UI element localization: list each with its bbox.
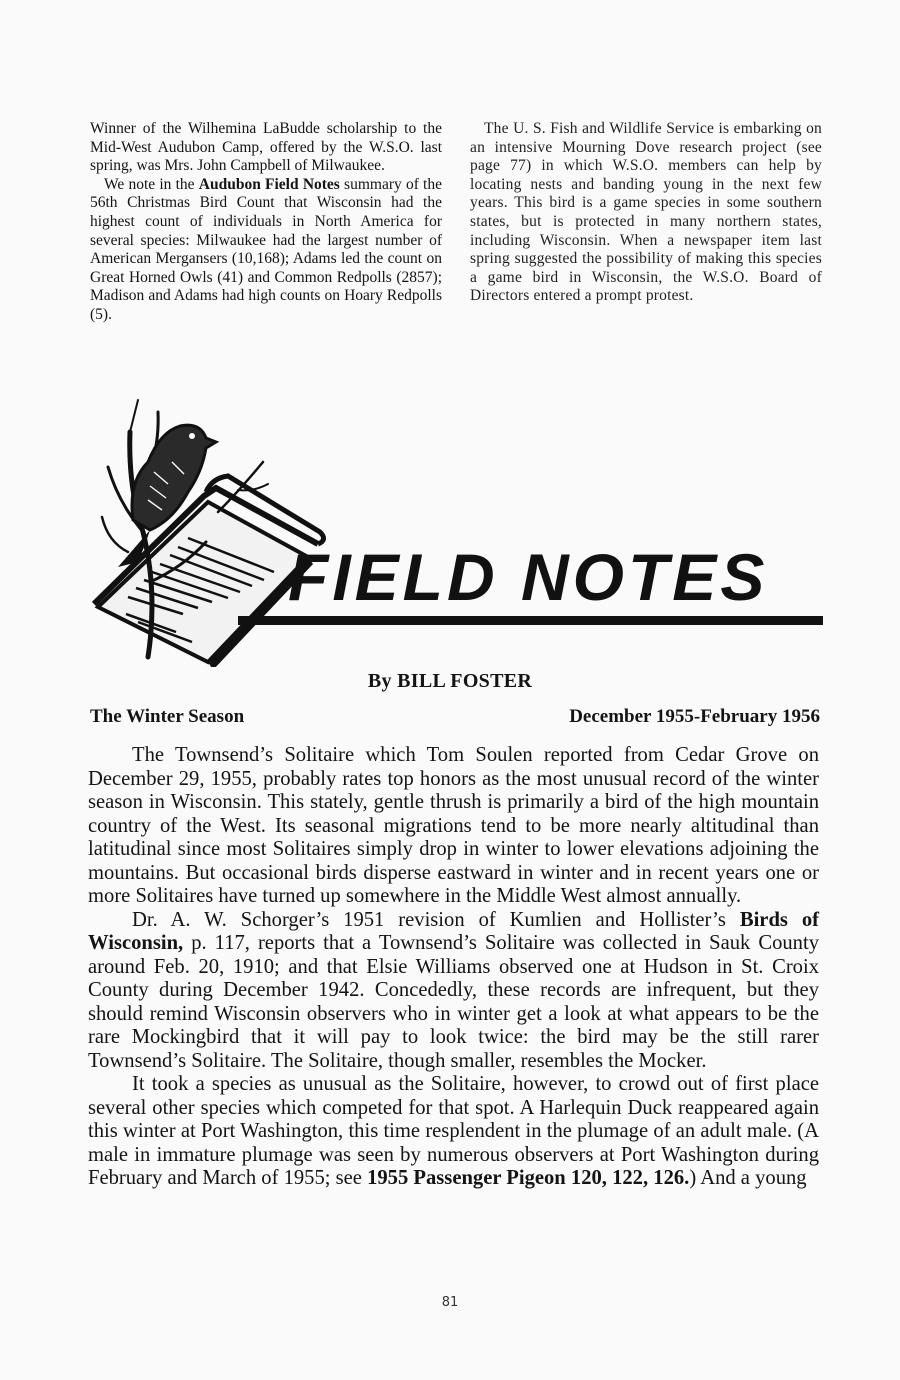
field-notes-title: FIELD NOTES <box>288 540 769 614</box>
season-title: The Winter Season <box>90 706 245 727</box>
season-dates: December 1955-February 1956 <box>569 706 820 727</box>
article-body <box>88 744 819 1191</box>
passenger-pigeon-citation: 1955 Passenger Pigeon 120, 122, 126. <box>367 1167 690 1189</box>
right-column <box>470 120 822 306</box>
audubon-field-notes-title: Audubon Field Notes <box>198 175 340 193</box>
title-underline <box>238 616 823 625</box>
christmas-count-paragraph: We note in the Audubon Field Notes summary of the 56th Christmas Bird Count that Wisconsin had the highest count of individuals in North America for several species: Milwaukee had the largest number of American Mergansers (10,168); Adams led the count on Great Horned Owls (41) and Common Redpolls (2857); Madison and Adams had high counts on Hoary Redpolls (5). <box>90 175 442 323</box>
mourning-dove-paragraph: The U. S. Fish and Wildlife Service is embarking on an intensive Mourning Dove research project (see page 77) in which W.S.O. members can help by locating nests and banding young in the next few years. This bird is a game species in some southern states, but is protected in many northern states, including Wisconsin. When a newspaper item last spring suggested the possibility of making this species a game bird in Wisconsin, the W.S.O. Board of Directors entered a prompt protest. <box>470 120 822 305</box>
byline: By BILL FOSTER <box>367 670 533 692</box>
season-header <box>90 706 820 732</box>
page-number: 81 <box>441 1295 459 1310</box>
left-column <box>90 120 442 325</box>
harlequin-paragraph: It took a species as unusual as the Solitaire, however, to crowd out of first place several other species which competed for that spot. A Harlequin Duck reappeared again this winter at Port Washington, this time resplendent in the plumage of an adult male. (A male in immature plumage was seen by numerous observers at Port Washington during February and March of 1955; see 1955 Passenger Pigeon 120, 122, 126.) And a young <box>88 1073 819 1189</box>
field-notes-banner <box>88 392 823 667</box>
birds-of-wisconsin-title: Birds of Wisconsin, <box>88 908 819 954</box>
scholarship-paragraph: Winner of the Wilhemina LaBudde scholarship to the Mid-West Audubon Camp, offered by the W.S.O. last spring, was Mrs. John Campbell of Milwaukee. <box>90 120 442 175</box>
solitaire-paragraph: The Townsend’s Solitaire which Tom Soulen reported from Cedar Grove on December 29, 1955, probably rates top honors as the most unusual record of the winter season in Wisconsin. This stately, gentle thrush is primarily a bird of the high mountain country of the West. Its seasonal migrations tend to be more nearly altitudinal than latitudinal since most Solitaires simply drop in winter to lower elevations adjoining the mountains. But occasional birds disperse eastward in winter and in recent years one or more Solitaires have turned up somewhere in the Middle West almost annually. <box>88 744 819 907</box>
schorger-paragraph: Dr. A. W. Schorger’s 1951 revision of Kumlien and Hollister’s Birds of Wisconsin, p. 117, reports that a Townsend’s Solitaire was collected in Sauk County around Feb. 20, 1910; and that Elsie Williams observed one at Hudson in St. Croix County during December 1942. Concededly, these records are infrequent, but they should remind Wisconsin observers who in winter get a look at what appears to be the rare Mockingbird that it will pay to look twice: the bird may be the still rarer Townsend’s Solitaire. The Solitaire, though smaller, resembles the Mocker. <box>88 908 819 1072</box>
